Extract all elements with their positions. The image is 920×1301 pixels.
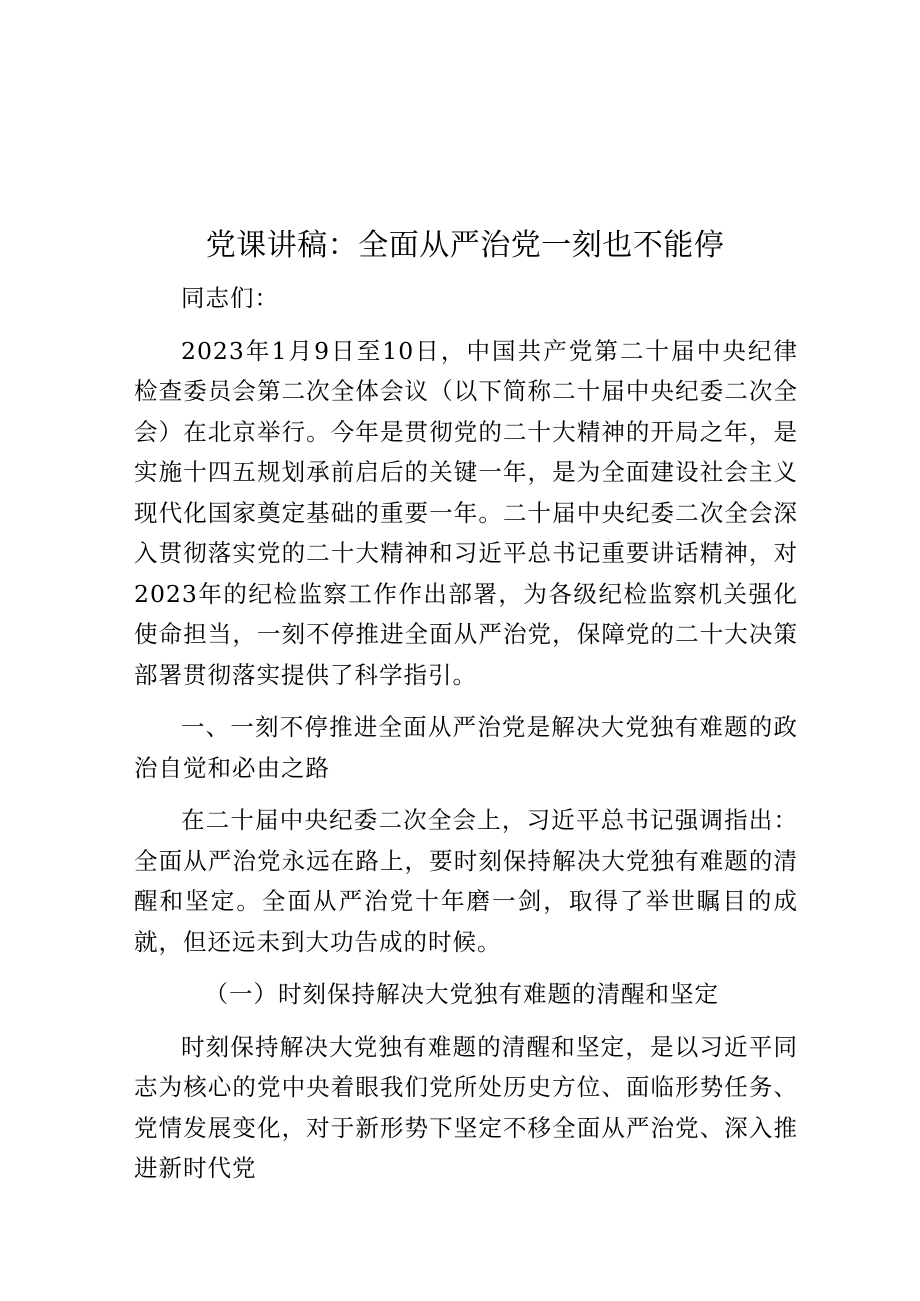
section-1-paragraph: 在二十届中央纪委二次全会上，习近平总书记强调指出：全面从严治党永远在路上，要时刻保持解决大党独有难题的清醒和坚定。全面从严治党十年磨一剑，取得了举世瞩目的成就，但还远未到大功告成的时候。	[134, 806, 798, 956]
subsection-1-paragraph: 时刻保持解决大党独有难题的清醒和坚定，是以习近平同志为核心的党中央着眼我们党所处历史方位、面临形势任务、党情发展变化，对于新形势下坚定不移全面从严治党、深入推进新时代党	[134, 1032, 798, 1182]
subsection-1-heading: （一）时刻保持解决大党独有难题的清醒和坚定	[204, 980, 719, 1008]
salutation: 同志们：	[181, 284, 279, 312]
document-body	[134, 278, 798, 1201]
document-title: 党课讲稿：全面从严治党一刻也不能停	[205, 228, 725, 263]
section-1-heading: 一、一刻不停推进全面从严治党是解决大党独有难题的政治自觉和必由之路	[134, 713, 798, 782]
intro-paragraph: 2023年1月9日至10日，中国共产党第二十届中央纪律检查委员会第二次全体会议（以下简称二十届中央纪委二次全会）在北京举行。今年是贯彻党的二十大精神的开局之年，是实施十四五规划承前启后的关键一年，是为全面建设社会主义现代化国家奠定基础的重要一年。二十届中央纪委二次全会深入贯彻落实党的二十大精神和习近平总书记重要讲话精神，对2023年的纪检监察工作作出部署，为各级纪检监察机关强化使命担当，一刻不停推进全面从严治党，保障党的二十大决策部署贯彻落实提供了科学指引。	[134, 336, 798, 689]
